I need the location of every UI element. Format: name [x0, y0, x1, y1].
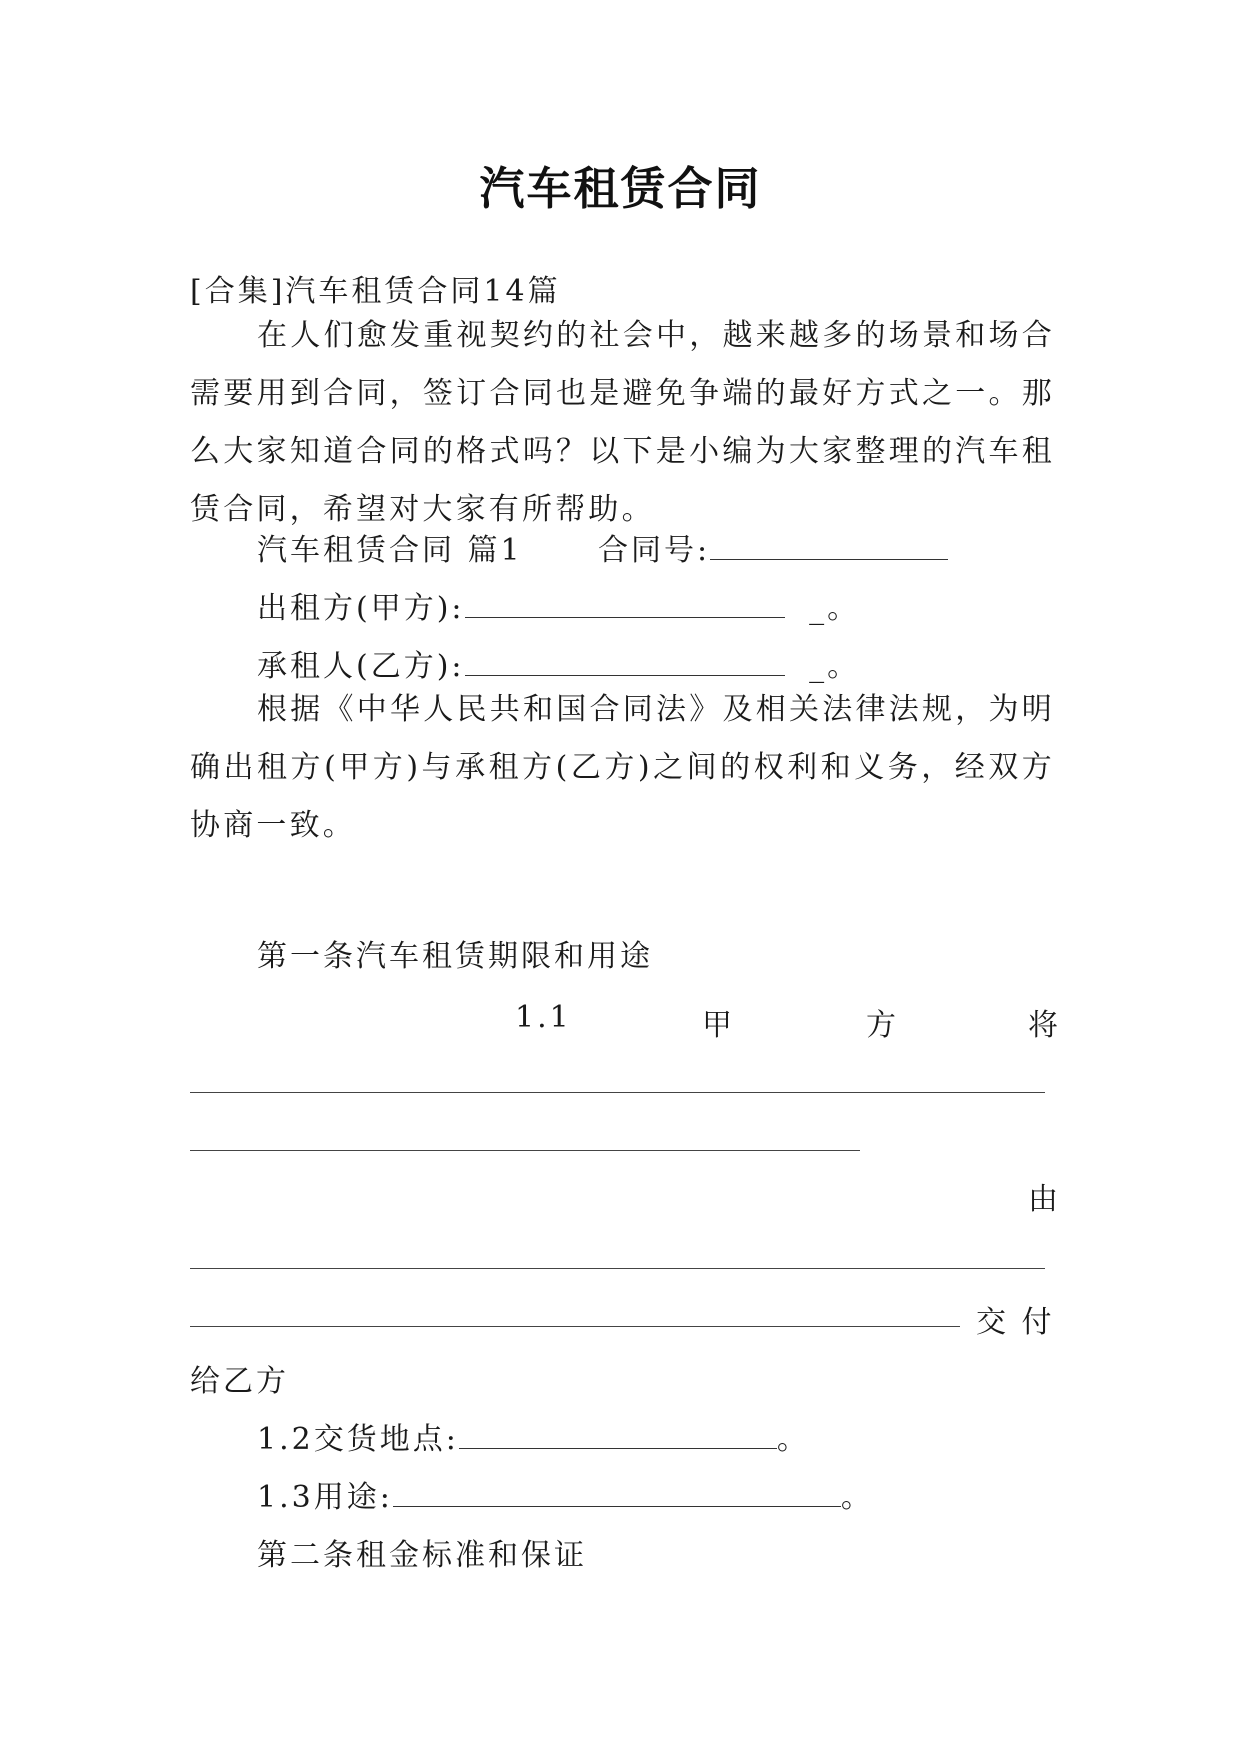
- clause-1-1-word-2: 方: [866, 1008, 899, 1043]
- basis-paragraph: 根据《中华人民共和国合同法》及相关法律法规，为明确出租方(甲方)与承租方(乙方)之间的权利和义务，经双方协商一致。: [190, 692, 1055, 843]
- article-2-title: 第二条租金标准和保证: [257, 1538, 587, 1573]
- word-you: 由: [1028, 1182, 1061, 1217]
- lessee-end-mark: _。: [809, 649, 861, 684]
- delivery-place-blank[interactable]: [459, 1420, 777, 1449]
- clause-1-3-label: 1.3用途:: [257, 1480, 393, 1515]
- word-jiaofu: 交 付: [976, 1305, 1055, 1340]
- blank-line-4[interactable]: [190, 1326, 960, 1327]
- blank-line-1[interactable]: [190, 1092, 1045, 1093]
- clause-1-1-word-1: 甲: [702, 1008, 735, 1043]
- lessor-end-mark: _。: [809, 591, 861, 626]
- lessor-line: [257, 583, 860, 627]
- blank-line-2[interactable]: [190, 1150, 860, 1151]
- clause-1-3-period: 。: [840, 1480, 874, 1515]
- contract-number-line: [598, 525, 948, 569]
- clause-1-2-period: 。: [776, 1422, 810, 1457]
- lessee-line: [257, 641, 860, 685]
- clause-1-2-label: 1.2交货地点:: [257, 1422, 459, 1457]
- blank-line-3[interactable]: [190, 1268, 1045, 1269]
- clause-1-1-number: 1.1: [515, 1000, 572, 1035]
- contract-heading-line: [257, 525, 523, 569]
- document-title: 汽车租赁合同: [479, 162, 762, 215]
- contract-number-label: 合同号:: [598, 533, 711, 568]
- clause-1-3-line: [257, 1472, 874, 1516]
- article-1-title: 第一条汽车租赁期限和用途: [257, 939, 653, 974]
- contract-number-blank[interactable]: [710, 531, 948, 560]
- lessee-blank[interactable]: [465, 647, 785, 676]
- lessor-blank[interactable]: [465, 589, 785, 618]
- clause-1-2-line: [257, 1414, 810, 1458]
- document-subtitle: [合集]汽车租赁合同14篇: [190, 274, 561, 309]
- intro-paragraph: 在人们愈发重视契约的社会中，越来越多的场景和场合需要用到合同，签订合同也是避免争端的最好方式之一。那么大家知道合同的格式吗？以下是小编为大家整理的汽车租赁合同，希望对大家有所帮助。: [190, 318, 1055, 527]
- lessor-label: 出租方(甲方):: [257, 591, 465, 626]
- usage-blank[interactable]: [393, 1478, 841, 1507]
- give-to-b: 给乙方: [190, 1364, 289, 1399]
- clause-1-1-word-3: 将: [1028, 1008, 1061, 1043]
- contract-heading: 汽车租赁合同 篇1: [257, 533, 523, 568]
- lessee-label: 承租人(乙方):: [257, 649, 465, 684]
